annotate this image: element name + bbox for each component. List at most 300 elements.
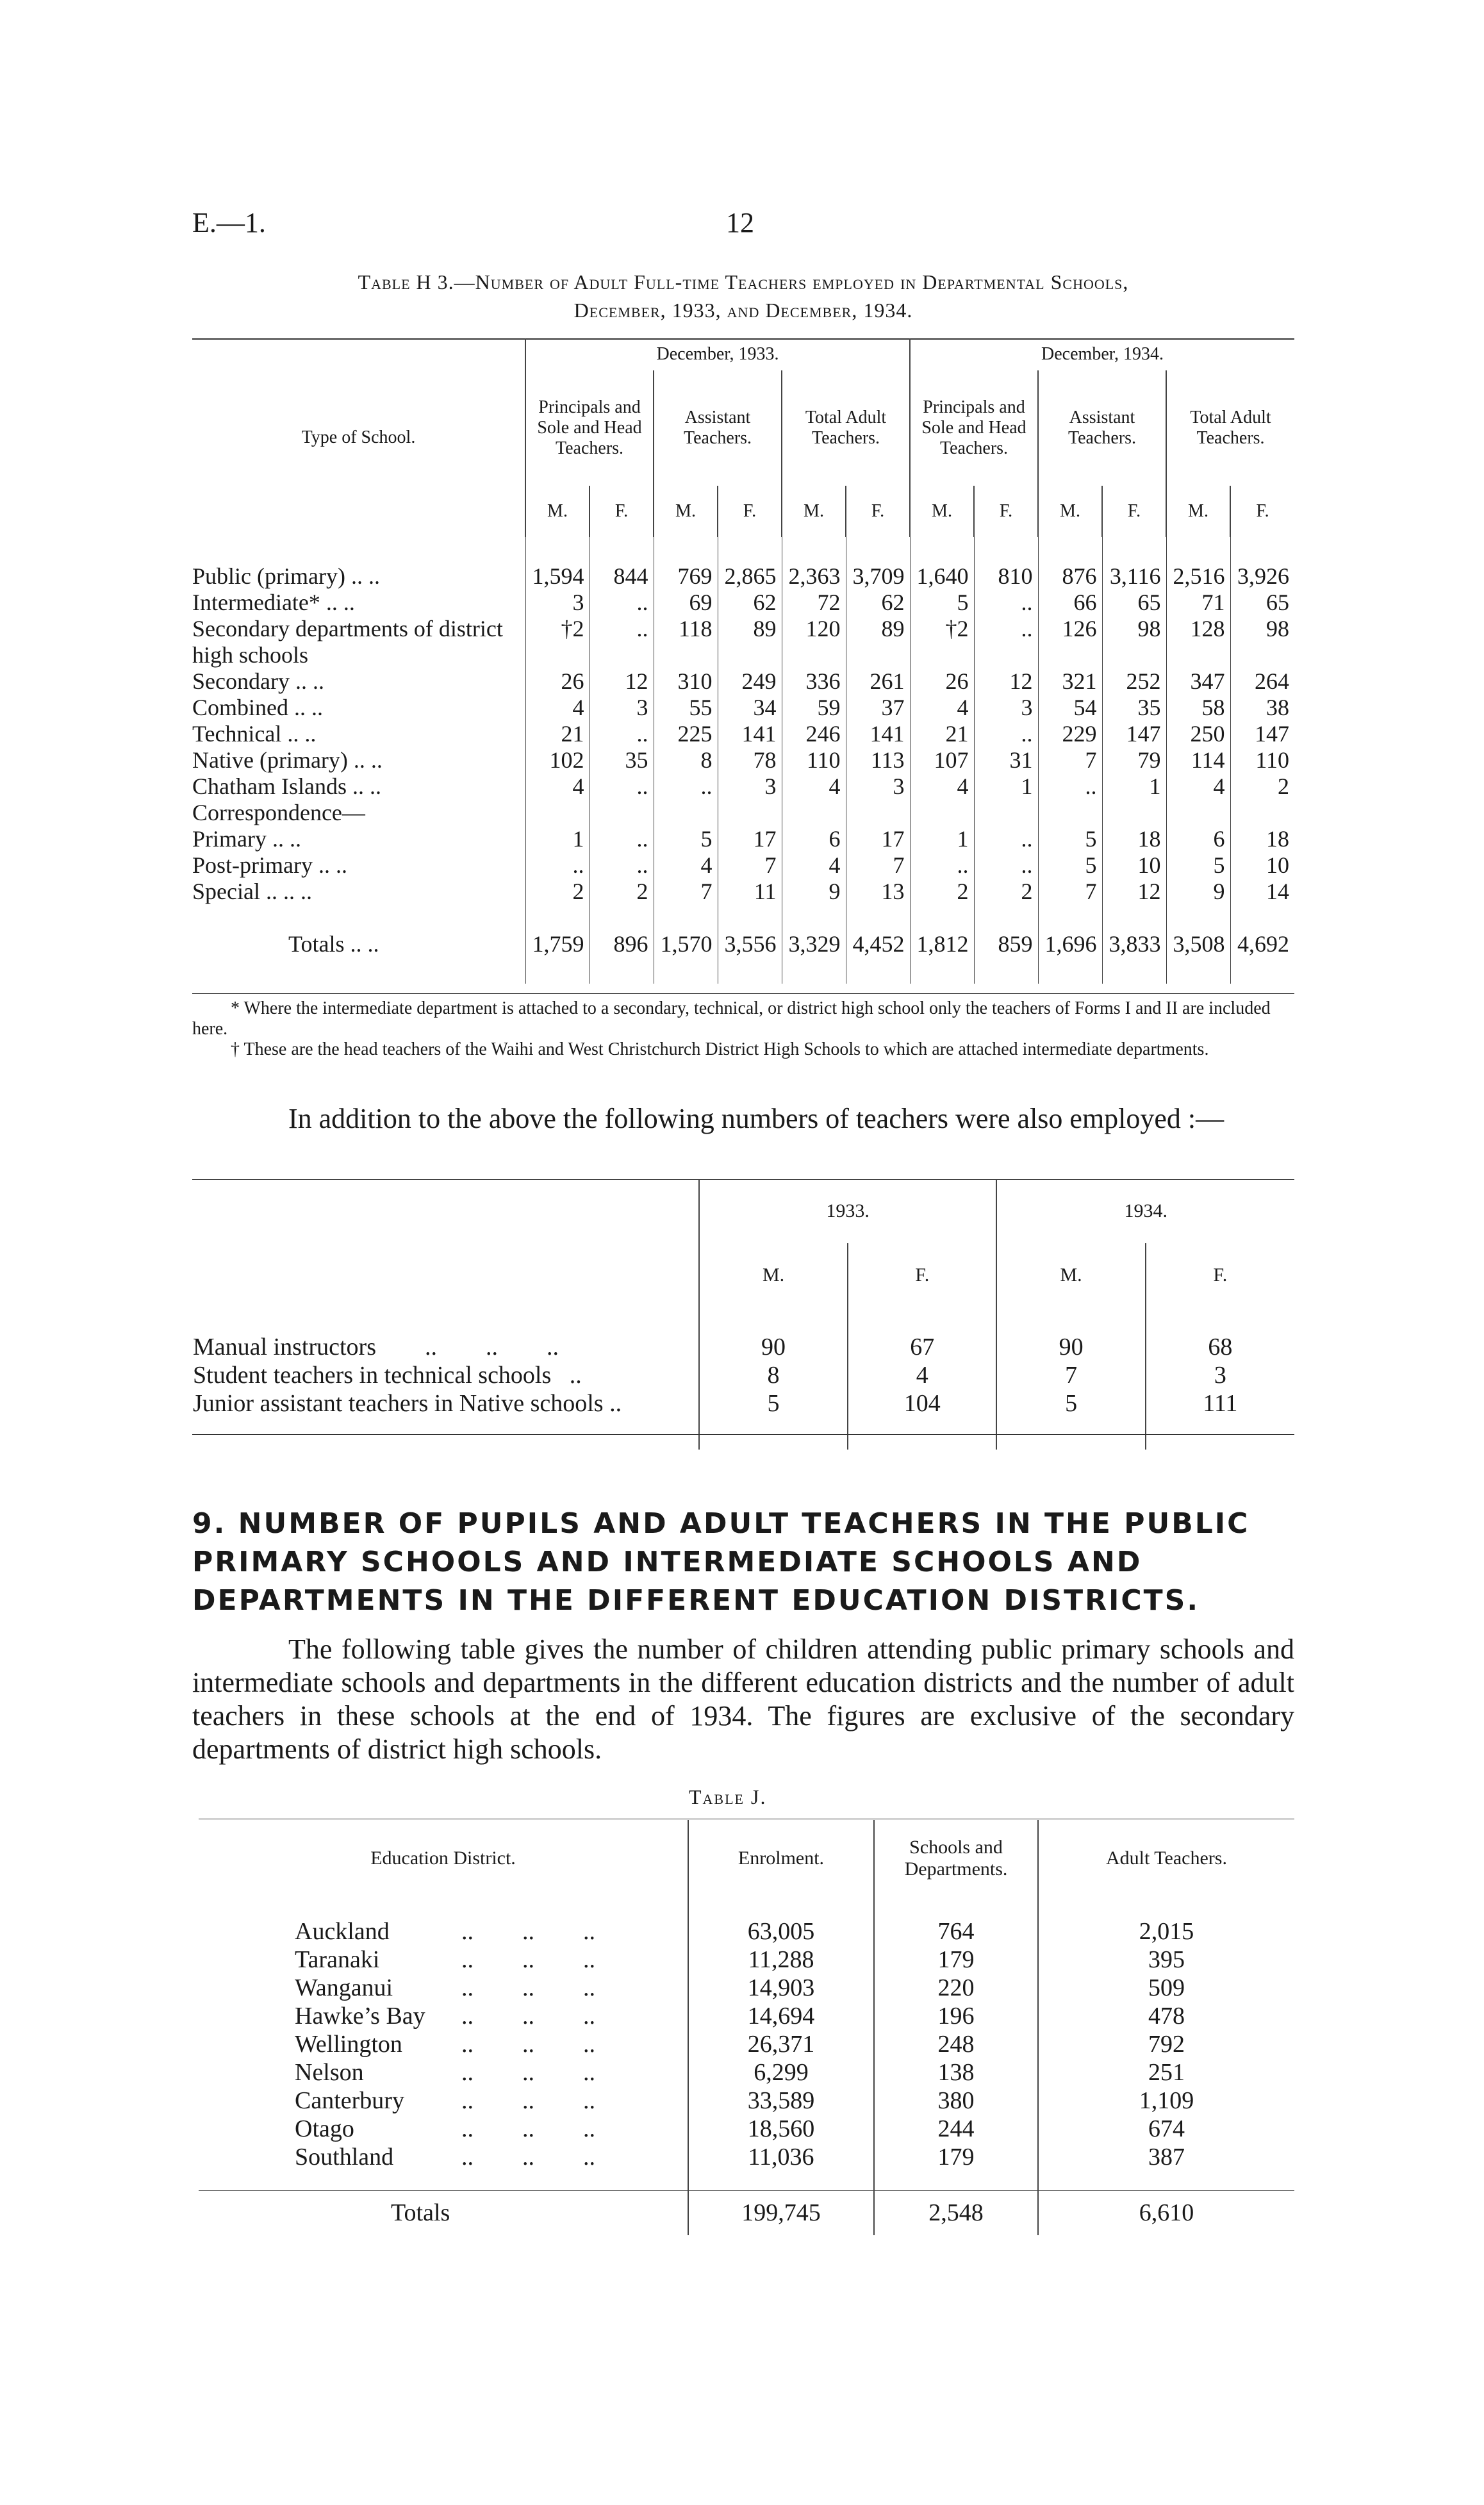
cell-value: 225 (654, 721, 718, 747)
note-head-teachers: † These are the head teachers of the Waihi and West Christchurch District High Schools to which are attached intermediate departments. (231, 1039, 1209, 1059)
cell-value: 3 (846, 773, 910, 800)
cell-value: 141 (718, 721, 782, 747)
cell-value: 5 (996, 1389, 1145, 1418)
cell-value (846, 800, 910, 826)
cell-value: .. (974, 852, 1038, 879)
district-name: Wanganui (295, 1974, 393, 2001)
table-row (192, 879, 1294, 905)
table-row (192, 616, 1294, 668)
district-label (199, 2143, 688, 2171)
cell-value (1102, 800, 1166, 826)
cell-value: .. (974, 616, 1038, 668)
m-column-header: M. (1166, 486, 1230, 537)
cell-value: 5 (910, 590, 974, 616)
cell-value: 4 (910, 695, 974, 721)
cell-value: 89 (718, 616, 782, 668)
cell-value: .. (589, 590, 654, 616)
cell-value: 3 (589, 695, 654, 721)
cell-value: 5 (1166, 852, 1230, 879)
cell-value: 34 (718, 695, 782, 721)
row-label: Manual instructors .. .. .. (193, 1334, 559, 1360)
table-h3-caption-line1: Table H 3.—Number of Adult Full-time Teachers employed in Departmental Schools, (358, 270, 1129, 293)
cell-value: 261 (846, 668, 910, 695)
cell-value: .. (589, 852, 654, 879)
cell-value: 90 (699, 1333, 848, 1361)
totals-value: 3,329 (782, 931, 846, 957)
row-label: Correspondence— (192, 800, 365, 825)
totals-text: Totals (391, 2199, 450, 2227)
district-label (199, 2002, 688, 2030)
cell-value: 252 (1102, 668, 1166, 695)
col-adult-teachers: Adult Teachers. (1038, 1820, 1294, 1897)
cell-value: 118 (654, 616, 718, 668)
cell-value: 4 (848, 1361, 996, 1389)
table-row (192, 826, 1294, 852)
extra-year-1934: 1934. (996, 1179, 1294, 1243)
cell-value: 102 (525, 747, 589, 773)
cell-value: 251 (1038, 2058, 1294, 2087)
cell-value: 478 (1038, 2002, 1294, 2030)
cell-value: 509 (1038, 1974, 1294, 2002)
leader-dots: .. .. .. (461, 1946, 595, 1973)
cell-value: 250 (1166, 721, 1230, 747)
cell-value: 55 (654, 695, 718, 721)
cell-value: 54 (1038, 695, 1102, 721)
cell-value: 11,288 (688, 1946, 874, 1974)
cell-value: 3,709 (846, 563, 910, 590)
cell-value: 90 (996, 1333, 1145, 1361)
cell-value: 65 (1230, 590, 1294, 616)
cell-value: 62 (718, 590, 782, 616)
m-column-header: M. (782, 486, 846, 537)
cell-value: 248 (874, 2030, 1038, 2058)
cell-value: 7 (1038, 747, 1102, 773)
cell-value: 26 (910, 668, 974, 695)
m-column-header: M. (525, 486, 589, 537)
row-label: Native (primary) .. .. (192, 747, 383, 773)
cell-value: †2 (910, 616, 974, 668)
page-number: 12 (726, 207, 754, 238)
row-label: Public (primary) .. .. (192, 563, 380, 589)
cell-value: 107 (910, 747, 974, 773)
totals-value: 2,548 (874, 2190, 1038, 2235)
cell-value: 1,594 (525, 563, 589, 590)
table-additional-teachers (192, 1179, 1294, 1450)
cell-value: 31 (974, 747, 1038, 773)
cell-value: 4 (910, 773, 974, 800)
cell-value: 5 (699, 1389, 848, 1418)
row-label: Secondary departments of district high schools (192, 616, 503, 668)
totals-value: 1,570 (654, 931, 718, 957)
totals-value: 3,833 (1102, 931, 1166, 957)
cell-value: 104 (848, 1389, 996, 1418)
table-row (199, 1974, 1294, 2002)
cell-value: 3 (974, 695, 1038, 721)
cell-value: 37 (846, 695, 910, 721)
cell-value: 3 (1146, 1361, 1294, 1389)
cell-value: 138 (874, 2058, 1038, 2087)
table-row (199, 2143, 1294, 2171)
m-column-header: M. (910, 486, 974, 537)
cell-value: 58 (1166, 695, 1230, 721)
row-label: Combined .. .. (192, 695, 323, 720)
row-label: Chatham Islands .. .. (192, 773, 381, 799)
cell-value: 11 (718, 879, 782, 905)
cell-value: 179 (874, 2143, 1038, 2171)
cell-value: 196 (874, 2002, 1038, 2030)
cell-value: †2 (525, 616, 589, 668)
cell-value: .. (974, 590, 1038, 616)
total-header-1933: Total Adult Teachers. (782, 370, 910, 486)
table-row (199, 1946, 1294, 1974)
cell-value: 4 (782, 852, 846, 879)
cell-value: 249 (718, 668, 782, 695)
district-label (199, 1974, 688, 2002)
totals-value: 896 (589, 931, 654, 957)
cell-value: .. (589, 721, 654, 747)
cell-value: 10 (1230, 852, 1294, 879)
cell-value: 7 (718, 852, 782, 879)
cell-value: 12 (1102, 879, 1166, 905)
table-h3-bottom-rule (192, 993, 1294, 994)
cell-value: 13 (846, 879, 910, 905)
cell-value: 114 (1166, 747, 1230, 773)
cell-value: .. (589, 616, 654, 668)
row-label: Primary .. .. (192, 826, 301, 852)
table-h3 (192, 338, 1294, 984)
cell-value: 59 (782, 695, 846, 721)
cell-value: 2 (589, 879, 654, 905)
cell-value: 12 (589, 668, 654, 695)
cell-value: .. (974, 826, 1038, 852)
cell-value: .. (1038, 773, 1102, 800)
principals-header-1933: Principals and Sole and Head Teachers. (525, 370, 654, 486)
cell-value: 336 (782, 668, 846, 695)
cell-value: 12 (974, 668, 1038, 695)
principals-header-1934: Principals and Sole and Head Teachers. (910, 370, 1038, 486)
cell-value: 126 (1038, 616, 1102, 668)
leader-dots: .. .. .. (461, 2031, 595, 2058)
cell-value: 17 (846, 826, 910, 852)
district-label (199, 2087, 688, 2115)
period-1933-header: December, 1933. (525, 338, 910, 370)
cell-value: 810 (974, 563, 1038, 590)
cell-value: 2 (1230, 773, 1294, 800)
totals-value: 4,452 (846, 931, 910, 957)
totals-value: 3,556 (718, 931, 782, 957)
cell-value: 387 (1038, 2143, 1294, 2171)
totals-row (192, 931, 1294, 957)
district-name: Hawke’s Bay (295, 2003, 425, 2030)
note-intermediate: * Where the intermediate department is attached to a secondary, technical, or district high school only the teachers of Forms I and II are included here. (192, 998, 1271, 1039)
extra-f-1934: F. (1146, 1243, 1294, 1307)
table-row (199, 2058, 1294, 2087)
district-label (199, 2058, 688, 2087)
cell-value: 21 (910, 721, 974, 747)
cell-value: 18 (1102, 826, 1166, 852)
cell-value: 14 (1230, 879, 1294, 905)
cell-value: 33,589 (688, 2087, 874, 2115)
district-label (199, 1946, 688, 1974)
table-row (192, 1333, 1294, 1361)
assistant-header-1933: Assistant Teachers. (654, 370, 782, 486)
cell-value: 792 (1038, 2030, 1294, 2058)
cell-value: 8 (699, 1361, 848, 1389)
cell-value: 4 (525, 773, 589, 800)
district-label (199, 2030, 688, 2058)
cell-value: 347 (1166, 668, 1230, 695)
cell-value (525, 800, 589, 826)
cell-value: 321 (1038, 668, 1102, 695)
cell-value: 14,694 (688, 2002, 874, 2030)
cell-value: 6,299 (688, 2058, 874, 2087)
totals-label: Totals .. .. (288, 931, 379, 957)
cell-value: 18,560 (688, 2115, 874, 2143)
cell-value (1166, 800, 1230, 826)
cell-value: 7 (654, 879, 718, 905)
leader-dots: .. .. .. (461, 1918, 595, 1945)
f-column-header: F. (718, 486, 782, 537)
totals-value: 1,759 (525, 931, 589, 957)
cell-value: 1 (910, 826, 974, 852)
cell-value: 141 (846, 721, 910, 747)
cell-value: .. (654, 773, 718, 800)
cell-value: 26 (525, 668, 589, 695)
district-label (199, 2115, 688, 2143)
cell-value: 8 (654, 747, 718, 773)
cell-value: 128 (1166, 616, 1230, 668)
cell-value (1038, 800, 1102, 826)
district-name: Wellington (295, 2031, 402, 2058)
leader-dots: .. .. .. (461, 2144, 595, 2170)
extra-f-1933: F. (848, 1243, 996, 1307)
cell-value: 113 (846, 747, 910, 773)
totals-label (199, 2190, 688, 2235)
cell-value: 14,903 (688, 1974, 874, 2002)
cell-value: 26,371 (688, 2030, 874, 2058)
cell-value (1230, 800, 1294, 826)
row-label: Post-primary .. .. (192, 852, 347, 878)
leader-dots: .. .. .. (461, 2087, 595, 2114)
cell-value: 1 (974, 773, 1038, 800)
table-row (192, 773, 1294, 800)
cell-value: 3,116 (1102, 563, 1166, 590)
cell-value (910, 800, 974, 826)
cell-value: 844 (589, 563, 654, 590)
cell-value: 764 (874, 1917, 1038, 1946)
district-name: Southland (295, 2144, 394, 2170)
totals-value: 1,812 (910, 931, 974, 957)
cell-value (974, 800, 1038, 826)
row-label: Junior assistant teachers in Native schools .. (193, 1390, 622, 1417)
cell-value: 3 (718, 773, 782, 800)
table-row (192, 590, 1294, 616)
cell-value: 2 (525, 879, 589, 905)
leader-dots: .. .. .. (461, 2115, 595, 2142)
row-label: Student teachers in technical schools .. (193, 1362, 582, 1389)
cell-value: 71 (1166, 590, 1230, 616)
cell-value (718, 800, 782, 826)
cell-value (589, 800, 654, 826)
totals-row (199, 2190, 1294, 2235)
assistant-header-1934: Assistant Teachers. (1038, 370, 1166, 486)
table-row (199, 2115, 1294, 2143)
table-j (199, 1820, 1294, 2235)
cell-value: 244 (874, 2115, 1038, 2143)
district-name: Auckland (295, 1918, 390, 1945)
table-row (192, 800, 1294, 826)
table-row (192, 563, 1294, 590)
f-column-header: F. (1102, 486, 1166, 537)
cell-value: .. (974, 721, 1038, 747)
extra-m-1933: M. (699, 1243, 848, 1307)
leader-dots: .. .. .. (461, 1974, 595, 2001)
cell-value: 72 (782, 590, 846, 616)
cell-value: 110 (782, 747, 846, 773)
totals-value: 6,610 (1038, 2190, 1294, 2235)
cell-value: 4 (782, 773, 846, 800)
cell-value: 38 (1230, 695, 1294, 721)
cell-value: 395 (1038, 1946, 1294, 1974)
paragraph-additional-teachers: In addition to the above the following numbers of teachers were also employed :— (288, 1103, 1224, 1134)
cell-value: 3,926 (1230, 563, 1294, 590)
totals-value: 4,692 (1230, 931, 1294, 957)
cell-value (782, 800, 846, 826)
totals-value: 3,508 (1166, 931, 1230, 957)
cell-value: 310 (654, 668, 718, 695)
cell-value: 35 (1102, 695, 1166, 721)
cell-value: 78 (718, 747, 782, 773)
table-row (199, 2030, 1294, 2058)
cell-value: 7 (846, 852, 910, 879)
cell-value: 9 (1166, 879, 1230, 905)
cell-value: 79 (1102, 747, 1166, 773)
totals-value: 859 (974, 931, 1038, 957)
cell-value: 120 (782, 616, 846, 668)
cell-value: 4 (525, 695, 589, 721)
district-name: Otago (295, 2115, 354, 2142)
report-reference: E.—1. (192, 207, 266, 238)
cell-value: 147 (1230, 721, 1294, 747)
cell-value: 380 (874, 2087, 1038, 2115)
extra-m-1934: M. (996, 1243, 1145, 1307)
f-column-header: F. (974, 486, 1038, 537)
district-label (199, 1917, 688, 1946)
cell-value: 876 (1038, 563, 1102, 590)
cell-value: 5 (1038, 852, 1102, 879)
cell-value: 6 (1166, 826, 1230, 852)
cell-value: 111 (1146, 1389, 1294, 1418)
cell-value: 11,036 (688, 2143, 874, 2171)
cell-value: 62 (846, 590, 910, 616)
cell-value: 68 (1146, 1333, 1294, 1361)
district-name: Taranaki (295, 1946, 380, 1973)
cell-value: 1 (525, 826, 589, 852)
table-h3-caption (192, 268, 1294, 324)
cell-value: 5 (1038, 826, 1102, 852)
table-row (192, 852, 1294, 879)
cell-value: 179 (874, 1946, 1038, 1974)
cell-value: 7 (1038, 879, 1102, 905)
table-row (199, 1917, 1294, 1946)
col-enrolment: Enrolment. (688, 1820, 874, 1897)
total-header-1934: Total Adult Teachers. (1166, 370, 1294, 486)
cell-value: .. (589, 773, 654, 800)
cell-value: 2,363 (782, 563, 846, 590)
table-row (192, 721, 1294, 747)
cell-value: 2 (974, 879, 1038, 905)
totals-value: 199,745 (688, 2190, 874, 2235)
cell-value: 4 (654, 852, 718, 879)
cell-value: 1,109 (1038, 2087, 1294, 2115)
f-column-header: F. (846, 486, 910, 537)
f-column-header: F. (589, 486, 654, 537)
cell-value: 2,865 (718, 563, 782, 590)
period-1934-header: December, 1934. (910, 338, 1294, 370)
cell-value (654, 800, 718, 826)
cell-value: 2,516 (1166, 563, 1230, 590)
table-j-title: Table J. (689, 1785, 767, 1808)
table-h3-caption-line2: December, 1933, and December, 1934. (573, 299, 913, 322)
table-row (199, 2002, 1294, 2030)
cell-value: 220 (874, 1974, 1038, 2002)
cell-value: 18 (1230, 826, 1294, 852)
district-name: Nelson (295, 2059, 364, 2086)
cell-value: 66 (1038, 590, 1102, 616)
table-row (192, 1389, 1294, 1418)
cell-value: 246 (782, 721, 846, 747)
col-schools-departments: Schools and Departments. (874, 1820, 1038, 1897)
table-extra-bottom-rule (192, 1434, 1294, 1435)
cell-value: 89 (846, 616, 910, 668)
row-label: Secondary .. .. (192, 668, 324, 694)
cell-value: 98 (1102, 616, 1166, 668)
paragraph-table-j-intro: The following table gives the number of children attending public primary schools and intermediate schools and departments in the different education districts and the number of adult teachers in these schools at the end of 1934. The figures are exclusive of the secondary departments of district high schools. (192, 1633, 1294, 1765)
cell-value: 98 (1230, 616, 1294, 668)
cell-value: 7 (996, 1361, 1145, 1389)
cell-value: 35 (589, 747, 654, 773)
row-label: Intermediate* .. .. (192, 590, 355, 615)
cell-value: .. (589, 826, 654, 852)
leader-dots: .. .. .. (461, 2003, 595, 2030)
table-row (199, 2087, 1294, 2115)
cell-value: 21 (525, 721, 589, 747)
cell-value: 69 (654, 590, 718, 616)
district-name: Canterbury (295, 2087, 404, 2114)
cell-value: 10 (1102, 852, 1166, 879)
cell-value: 3 (525, 590, 589, 616)
section-heading: 9. NUMBER OF PUPILS AND ADULT TEACHERS IN THE PUBLIC PRIMARY SCHOOLS AND INTERMEDIATE SCHOOLS AND DEPARTMENTS IN THE DIFFERENT EDUCATION DISTRICTS. (192, 1507, 1250, 1617)
f-column-header: F. (1230, 486, 1294, 537)
cell-value: 674 (1038, 2115, 1294, 2143)
cell-value: 1 (1102, 773, 1166, 800)
cell-value: 17 (718, 826, 782, 852)
cell-value: .. (525, 852, 589, 879)
leader-dots: .. .. .. (461, 2059, 595, 2086)
cell-value: 63,005 (688, 1917, 874, 1946)
totals-value: 1,696 (1038, 931, 1102, 957)
cell-value: 769 (654, 563, 718, 590)
m-column-header: M. (654, 486, 718, 537)
table-row (192, 695, 1294, 721)
table-row (192, 747, 1294, 773)
m-column-header: M. (1038, 486, 1102, 537)
cell-value: 229 (1038, 721, 1102, 747)
cell-value: 147 (1102, 721, 1166, 747)
cell-value: 6 (782, 826, 846, 852)
col-education-district: Education District. (370, 1848, 516, 1869)
cell-value: 4 (1166, 773, 1230, 800)
